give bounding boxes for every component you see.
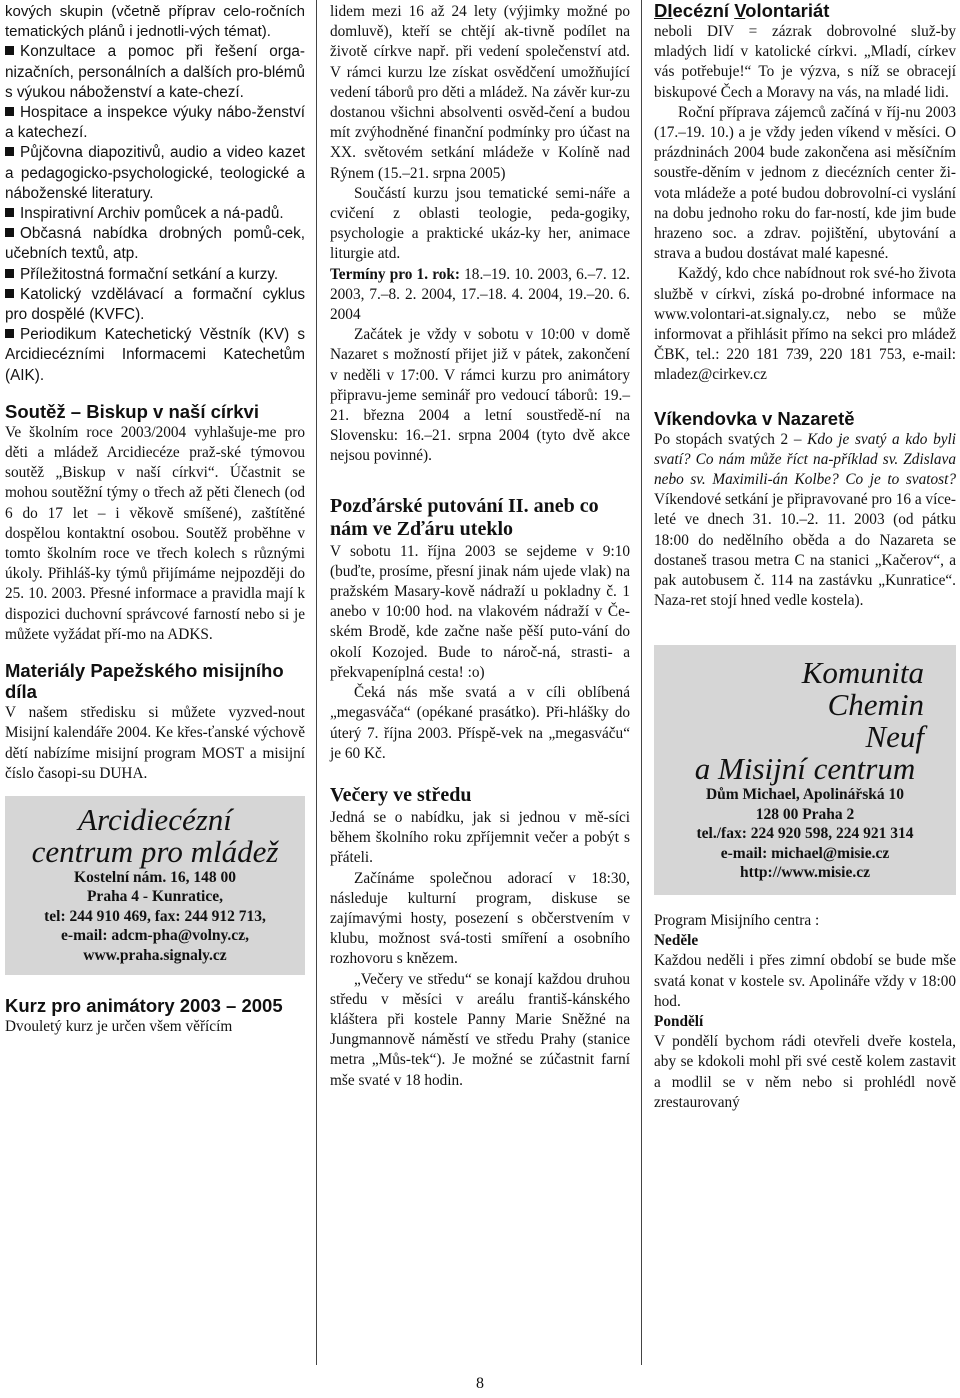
- vikendovka-text: [654, 430, 956, 612]
- service-list-item: [5, 204, 305, 224]
- misie-address-line: Dům Michael, Apolinářská 10: [705, 786, 905, 804]
- service-list-item: [5, 42, 305, 103]
- adcm-contact-box: [5, 796, 305, 976]
- column-2: [330, 0, 630, 1091]
- volontariat-heading-di: DI: [654, 0, 673, 21]
- terminy-label: Termíny pro 1. rok:: [330, 265, 460, 283]
- vecery-text-2: Začínáme společnou adorací v 18:30, následuje kulturní program, diskuse se zajímavými hosty, posezení s občerstvením v klubu, možnost svá-tosti smíření a osobního rozhovoru s knězem.: [330, 869, 630, 968]
- column-1: [5, 0, 305, 1038]
- misie-title-line2: Chemin: [827, 687, 924, 723]
- soutez-heading: Soutěž – Biskup v naší církvi: [5, 400, 259, 422]
- misie-web-line: http://www.misie.cz: [739, 864, 870, 882]
- service-list-item: [5, 285, 305, 325]
- vecery-heading: Večery ve středu: [330, 783, 472, 806]
- vikendovka-heading: Víkendovka v Nazaretě: [654, 407, 855, 429]
- nedele-label: [654, 931, 956, 951]
- kurz-seminars: Součástí kurzu jsou tematické semi-náře a cvičení z oblasti teologie, peda-gogiky, psychologie a praktické ukáz-ky her, animace liturgie atd.: [330, 184, 630, 263]
- vikendovka-lead: Po stopách svatých 2 –: [654, 430, 808, 448]
- nedele-text: Každou neděli i přes zimní období se bude mše svatá konat v kostele sv. Apolináře vždy v 18:00 hod.: [654, 952, 956, 1010]
- square-bullet-icon: [5, 208, 14, 217]
- vikendovka-italic: Kdo je svatý a kdo byli svatí? Co nám může říct na-příklad sv. Zdislava nebo sv. Maximili-án Kolbe? Co je to svatost?: [654, 430, 957, 489]
- adcm-phone-line: tel: 244 910 469, fax: 244 912 713,: [44, 907, 266, 925]
- service-list-item: [5, 265, 305, 285]
- adcm-title-line1: Arcidiecézní: [78, 801, 232, 837]
- soutez-text: Ve školním roce 2003/2004 vyhlašuje-me pro děti a mládež Arcidiecéze praž-ské týmovou soutěž „Biskup v naší církvi“. Účastnit se mohou soutěžní týmy o třech až pěti členech (od 6 do 17 let – i věkově smíšené), zaštítěné dospělou kontaktní osobou. Soutěž proběhne v tomto školním roce ve třech kolech s různými úkoly. Přihláš-ky týmů přijímáme nejpozději do 25. 10. 2003. Přesné informace a pravidla mají k dispozici duchovní správcové farností nebo si je můžete vyžádat pří-mo na ADKS.: [5, 423, 305, 643]
- adcm-city-line: Praha 4 - Kunratice,: [86, 888, 224, 906]
- service-list-item-text: Občasná nabídka drobných pomů-cek, učebních textů, atp.: [5, 225, 305, 263]
- kurz-schedule: Začátek je vždy v sobotu v 10:00 v domě Nazaret s možností přijet již v pátek, zakončení v neděli v 17:00. V rámci kurzu pro animátory připravu-jeme seminář pro vedoucí táborů: 19.–21. března 2004 a letní soustředě-ní na Slovensku: 16.–21. srpna 2004 (tyto dvě akce nejsou povinné).: [330, 326, 630, 465]
- service-list-item-text: Hospitace a inspekce výuky nábo-ženství a katechezí.: [5, 104, 305, 142]
- misie-city-line: 128 00 Praha 2: [755, 805, 855, 823]
- pondeli-label-text: Pondělí: [654, 1013, 704, 1030]
- service-list-item: [5, 143, 305, 204]
- pondeli-label: [654, 1012, 956, 1032]
- kurz-text-cont: lidem mezi 16 až 24 lety (výjimky možné po domluvě), kteří se chtějí ak-tivně podílet na životě církve např. při vedení společenství atd. V rámci kurzu lze získat osvědčení umožňující vedení táborů pro děti a mládež. Na závěr kur-zu dostanou všichni absolventi osvěd-čení a budou mít zvýhodněné finanční podmínky pro účast na XX. světovém setkání mládeže v Kolíně nad Rýnem (15.–21. srpna 2005): [330, 3, 630, 182]
- kurz-dates: [330, 265, 630, 326]
- misie-email-line: e-mail: michael@misie.cz: [720, 844, 890, 862]
- square-bullet-icon: [5, 46, 14, 55]
- service-list-item-text: Konzultace a pomoc při řešení orga-nizačních, personálních a dalších pro-blémů s výukou náboženství a kate-chezí.: [5, 43, 305, 101]
- square-bullet-icon: [5, 289, 14, 298]
- square-bullet-icon: [5, 107, 14, 116]
- kurz-heading: Kurz pro animátory 2003 – 2005: [5, 995, 283, 1017]
- column-3: [654, 0, 956, 1113]
- pout-text-1: V sobotu 11. října 2003 se sejdeme v 9:10 (buďte, prosíme, přesní jinak nám ujede vlak) na pražském Masary-kově nádraží u pokladny č. 1 anebo v 10:00 hod. na vlakovém nádraží v Če-ském Brodě, kde začne naše pěší puto-vání do okolí Kozojed. Bude to nároč-ná, strasti- a překvapeníplná cesta! :o): [330, 542, 630, 681]
- page-number: 8: [476, 1375, 484, 1392]
- materialy-text: V našem středisku si můžete vyzved-nout Misijní kalendáře 2004. Ke křes-ťanské výchově dětí nabízíme misijní program MOST a misijní číslo časopi-su DUHA.: [5, 704, 305, 782]
- volontariat-text-3: Každý, kdo chce nabídnout rok své-ho života službě v církvi, získá po-drobné informace na www.volontari-at.signaly.cz, nebo se může informovat a přihlásit přímo na sekci pro mládež ČBK, tel.: 220 181 739, 220 181 753, e-mail: mladez@cirkev.cz: [654, 265, 956, 384]
- vecery-text-3: „Večery ve středu“ se konají každou druhou středu v měsíci v areálu františ-kánského kláštera při kostele Panny Marie Sněžné na Jungmannově náměstí ve středu Prahy (stanice metra „Můs-tek“). Je možné se zúčastnit farní mše svaté v 18 hodin.: [330, 970, 630, 1089]
- program-title: Program Misijního centra :: [654, 911, 820, 929]
- adcm-web-line: www.praha.signaly.cz: [83, 946, 227, 964]
- service-list-item-text: Příležitostná formační setkání a kurzy.: [20, 265, 279, 283]
- misie-title-line4: a Misijní centrum: [694, 751, 916, 787]
- adcm-email-line: e-mail: adcm-pha@volny.cz,: [61, 927, 249, 945]
- adcm-title-line2: centrum pro mládež: [31, 833, 279, 869]
- volontariat-heading-ecezni: ecézní: [672, 0, 735, 21]
- pout-text-2: Čeká nás mše svatá a v cíli oblíbená „megasváča“ (opékané prasátko). Při-hlášky do úterý 7. října 2003. Příspě-vek na „megasváču“ je 60 Kč.: [330, 684, 630, 762]
- service-list-item-text: Půjčovna diapozitivů, audio a video kazet a pedagogicko-psychologické, teologické a náboženské literatury.: [5, 144, 305, 202]
- square-bullet-icon: [5, 329, 14, 338]
- misie-title-line1: Komunita: [801, 655, 924, 691]
- service-list-item-text: Katolický vzdělávací a formační cyklus pro dospělé (KVFC).: [5, 285, 305, 324]
- intro-text: kových skupin (včetně příprav celo-ročních tematických plánů i jednotli-vých témat).: [5, 3, 305, 41]
- misie-title-line3: Neuf: [865, 719, 924, 755]
- vecery-text-1: Jedná se o nabídku, jak si jednou v mě-síci během školního roku zpříjemnit večer a pobýt s přáteli.: [330, 808, 630, 867]
- pondeli-text: V pondělí bychom rádi otevřeli dveře kostela, aby se kdokoli mohl při své cestě kolem zastavit a modlil se v něm nebo si prohlédl nově zrestaurovaný: [654, 1033, 956, 1111]
- service-list-item: [5, 103, 305, 143]
- service-list-item: [5, 224, 305, 264]
- nedele-label-text: Neděle: [654, 932, 699, 950]
- terminy-text: 18.–19. 10. 2003, 6.–7. 12. 2003, 7.–8. 2. 2004, 17.–18. 4. 2004, 19.–20. 6. 2004: [330, 265, 631, 324]
- column-divider-left: [316, 0, 317, 1365]
- volontariat-heading-v: V: [734, 0, 746, 21]
- volontariat-heading: [654, 0, 956, 21]
- square-bullet-icon: [5, 269, 14, 278]
- service-list: [5, 42, 305, 385]
- adcm-address-line: Kostelní nám. 16, 148 00: [74, 868, 236, 886]
- column-divider-right: [641, 0, 642, 1365]
- pout-heading: Pozďárské putování II. aneb co nám ve Zďáru uteklo: [330, 494, 599, 540]
- kurz-text: Dvouletý kurz je určen všem věřícím: [5, 1018, 233, 1036]
- square-bullet-icon: [5, 228, 14, 237]
- volontariat-heading-rest: olontariát: [745, 0, 830, 21]
- square-bullet-icon: [5, 147, 14, 156]
- service-list-item-text: Inspirativní Archiv pomůcek a ná-padů.: [20, 205, 284, 223]
- volontariat-text-1: neboli DIV = zázrak dobrovolné služ-by mladých lidí v katolické církvi. „Mladí, církev vás potřebuje!“ To je výzva, s níž se obracejí biskupové Čech a Moravy na vás, na mladé lidi.: [654, 23, 956, 101]
- misijni-centrum-box: [654, 645, 956, 895]
- materialy-heading: Materiály Papežského misijního díla: [5, 660, 284, 703]
- vikendovka-rest: Víkendové setkání je připravované pro 16 a více-leté ve dnech 31. 10.–2. 11. 2003 (od pátku 18:00 do nedělního oběda a do Nazareta se dostaneš trasou metra C na stanici „Kačerov“, a pak autobusem č. 114 na zastávku „Kunratice“. Naza-ret stojí hned vedle kostela).: [654, 491, 957, 610]
- volontariat-text-2: Roční příprava zájemců začíná v říj-nu 2003 (17.–19. 10.) a je vždy jeden víkend v měsíci. O prázdninách 2004 bude zakončena asi měsíčním soustře-děním v jednom z diecézních center ži-vota mládeže a poté budou dobrovolní-ci vyslání na dobu jednoho roku do far-ností, kde jim bude hrazeno soc. a zdrav. pojištění, ubytování a strava a budou dostávat malé kapesné.: [654, 103, 956, 263]
- service-list-item-text: Periodikum Katechetický Věstník (KV) s Arcidiecézními Informacemi Katechetům (AIK).: [5, 326, 305, 384]
- service-list-item: [5, 325, 305, 386]
- misie-phone-line: tel./fax: 224 920 598, 224 921 314: [696, 825, 914, 843]
